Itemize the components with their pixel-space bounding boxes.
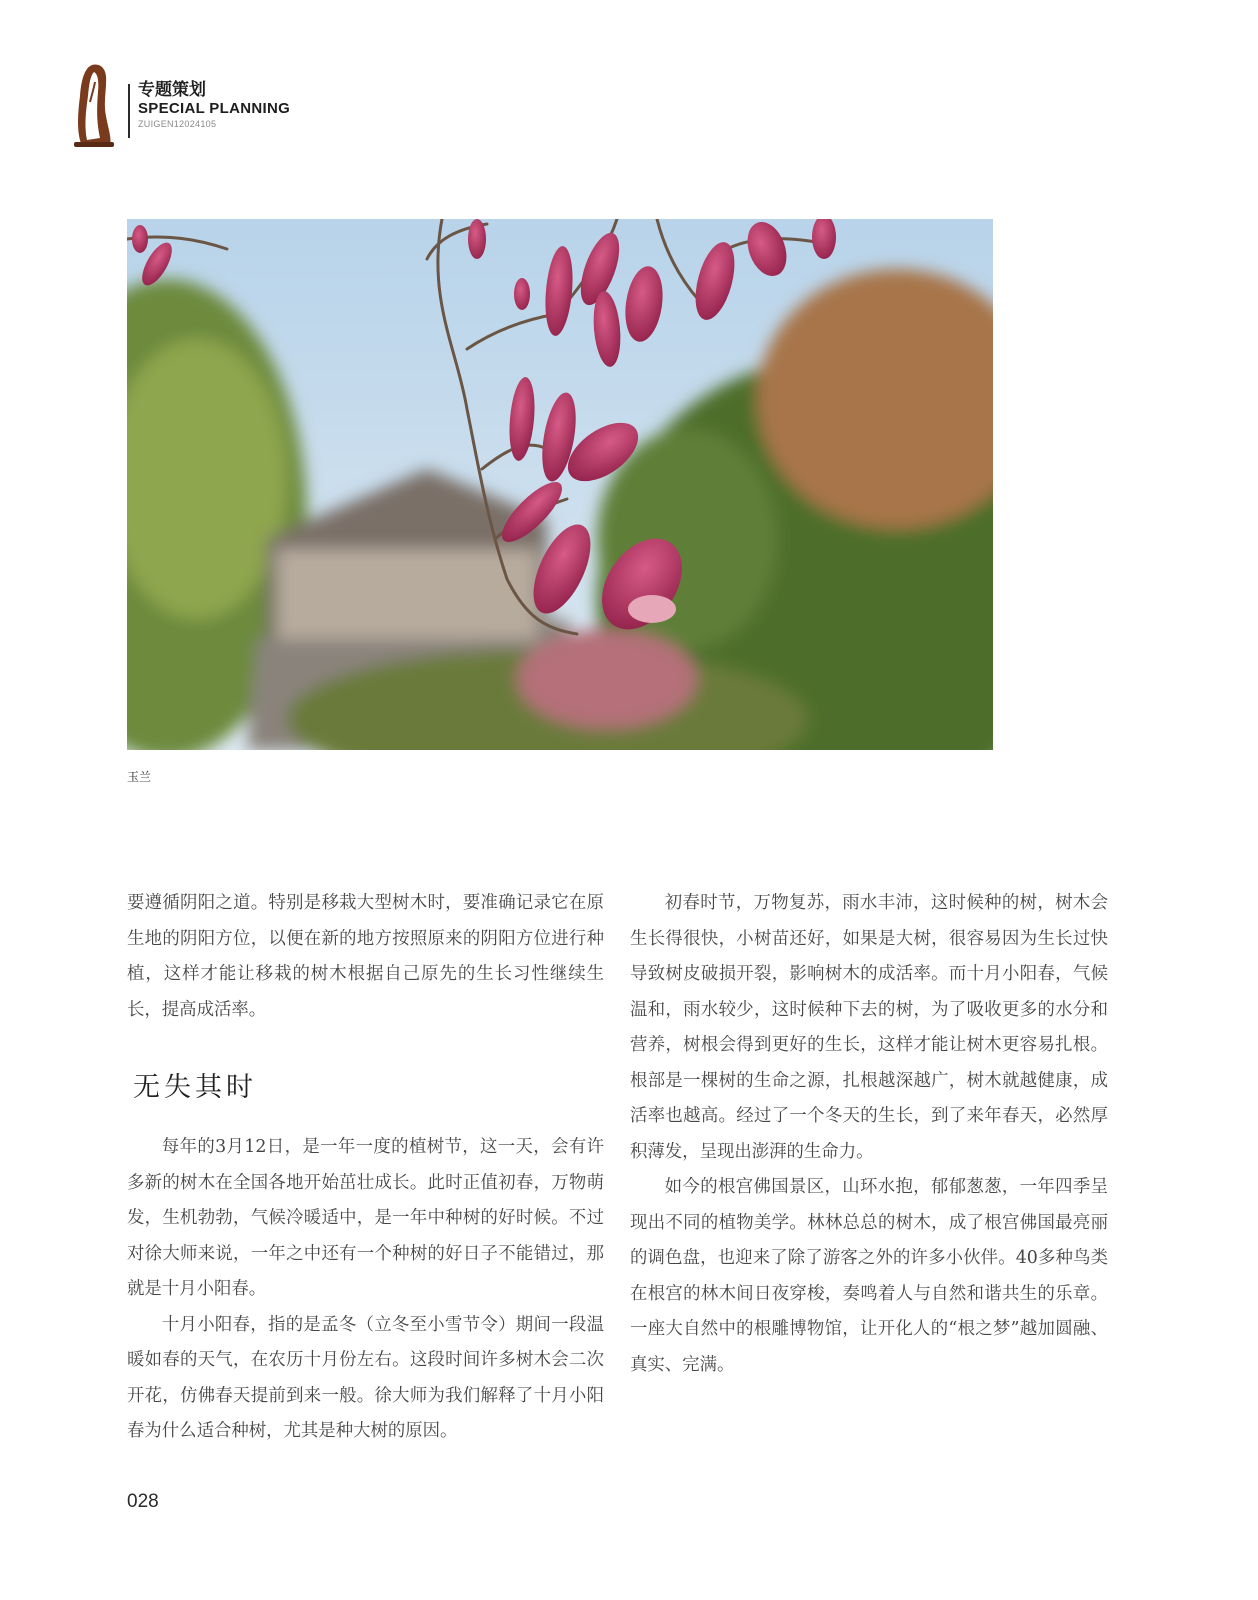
paragraph: 如今的根宫佛国景区，山环水抱，郁郁葱葱，一年四季呈现出不同的植物美学。林林总总的树木，成了根宫佛国最亮丽的调色盘，也迎来了除了游客之外的许多小伙伴。40多种鸟类在根宫的林木间日夜穿梭，奏鸣着人与自然和谐共生的乐章。一座大自然中的根雕博物馆，让开化人的“根之梦”越加圆融、真实、完满。: [630, 1177, 1108, 1375]
issue-code: ZUIGEN12024105: [138, 119, 217, 129]
paragraph: 每年的3月12日，是一年一度的植树节，这一天，会有许多新的树木在全国各地开始茁壮成长。此时正值初春，万物萌发，生机勃勃，气候冷暖适中，是一年中种树的好时候。不过对徐大师来说，一年之中还有一个种树的好日子不能错过，那就是十月小阳春。: [127, 1137, 604, 1299]
header-text-block: [138, 80, 290, 130]
magnolia-photo: [127, 219, 993, 750]
section-heading: 无失其时: [133, 1072, 257, 1103]
section-name-en: SPECIAL PLANNING: [138, 100, 291, 117]
section-name-cn: 专题策划: [138, 80, 206, 100]
paragraph: 要遵循阴阳之道。特别是移栽大型树木时，要准确记录它在原生地的阴阳方位，以便在新的地方按照原来的阴阳方位进行种植，这样才能让移栽的树木根据自己原先的生长习性继续生长，提高成活率。: [127, 893, 604, 1020]
left-text-column: [127, 886, 604, 1450]
paragraph: 十月小阳春，指的是孟冬（立冬至小雪节令）期间一段温暖如春的天气，在农历十月份左右。这段时间许多树木会二次开花，仿佛春天提前到来一般。徐大师为我们解释了十月小阳春为什么适合种树，尤其是种大树的原因。: [127, 1314, 604, 1441]
foreground-blossom-bush: [517, 629, 697, 729]
root-sculpture-logo-icon: [72, 62, 116, 148]
photo-caption: 玉兰: [127, 770, 152, 784]
temple-wall: [277, 549, 537, 639]
paragraph: 初春时节，万物复苏，雨水丰沛，这时候种的树，树木会生长得很快，小树苗还好，如果是大树，很容易因为生长过快导致树皮破损开裂，影响树木的成活率。而十月小阳春，气候温和，雨水较少，这时候种下去的树，为了吸收更多的水分和营养，树根会得到更好的生长，这样才能让树木更容易扎根。根部是一棵树的生命之源，扎根越深越广，树木就越健康，成活率也越高。经过了一个冬天的生长，到了来年春天，必然厚积薄发，呈现出澎湃的生命力。: [630, 893, 1108, 1162]
header-divider: [128, 84, 130, 138]
page-number: 028: [127, 1491, 159, 1512]
right-text-column: [630, 886, 1108, 1383]
